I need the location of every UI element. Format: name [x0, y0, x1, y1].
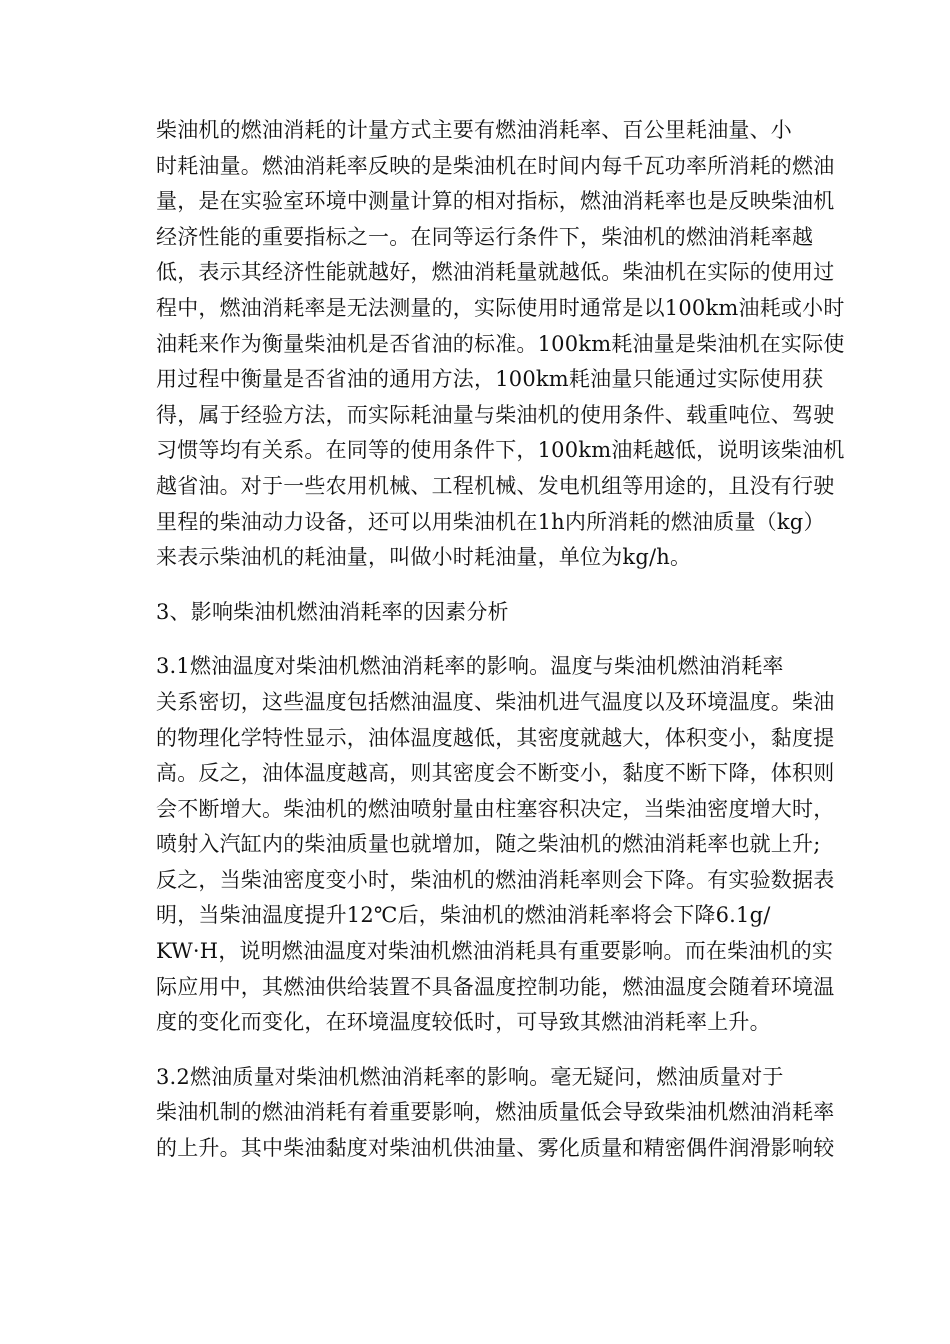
- text-line: 明，当柴油温度提升12℃后，柴油机的燃油消耗率将会下降6.1g/: [156, 903, 771, 928]
- text-line: 度的变化而变化，在环境温度较低时，可导致其燃油消耗率上升。: [156, 1010, 771, 1035]
- text-line: 反之，当柴油密度变小时，柴油机的燃油消耗率则会下降。有实验数据表: [156, 867, 835, 892]
- text-line: 经济性能的重要指标之一。在同等运行条件下，柴油机的燃油消耗率越: [156, 224, 814, 249]
- text-line: 低，表示其经济性能就越好，燃油消耗量就越低。柴油机在实际的使用过: [156, 260, 835, 285]
- paragraph-fuel-consumption-measurement: [114, 113, 845, 576]
- text-line: 喷射入汽缸内的柴油质量也就增加，随之柴油机的燃油消耗率也就上升;: [156, 832, 821, 857]
- text-line: 越省油。对于一些农用机械、工程机械、发电机组等用途的，且没有行驶: [156, 473, 835, 498]
- text-line: 会不断增大。柴油机的燃油喷射量由柱塞容积决定，当柴油密度增大时，: [156, 796, 835, 821]
- text-line: 习惯等均有关系。在同等的使用条件下，100km油耗越低，说明该柴油机: [156, 438, 845, 463]
- text-line: KW·H，说明燃油温度对柴油机燃油消耗具有重要影响。而在柴油机的实: [156, 939, 834, 964]
- paragraph-spacing: [114, 1041, 834, 1060]
- text-line: 的物理化学特性显示，油体温度越低，其密度就越大，体积变小，黏度提: [156, 725, 835, 750]
- text-line: 柴油机制的燃油消耗有着重要影响，燃油质量低会导致柴油机燃油消耗率: [156, 1100, 835, 1125]
- document-body: [114, 113, 845, 1167]
- text-line: 油耗来作为衡量柴油机是否省油的标准。100km耗油量是柴油机在实际使: [156, 331, 845, 356]
- text-line: 程中，燃油消耗率是无法测量的，实际使用时通常是以100km油耗或小时: [156, 295, 845, 320]
- text-line: 用过程中衡量是否省油的通用方法，100km耗油量只能通过实际使用获: [156, 367, 824, 392]
- section-heading-text: 3、影响柴油机燃油消耗率的因素分析: [156, 599, 509, 624]
- section-heading: [114, 595, 834, 631]
- text-line: 量，是在实验室环境中测量计算的相对指标，燃油消耗率也是反映柴油机: [156, 189, 835, 214]
- paragraph-section-3-1: [114, 649, 834, 1041]
- text-line: 关系密切，这些温度包括燃油温度、柴油机进气温度以及环境温度。柴油: [156, 689, 835, 714]
- text-line: 得，属于经验方法，而实际耗油量与柴油机的使用条件、载重吨位、驾驶: [156, 402, 835, 427]
- text-line: 的上升。其中柴油黏度对柴油机供油量、雾化质量和精密偶件润滑影响较: [156, 1136, 835, 1161]
- text-line: 来表示柴油机的耗油量，叫做小时耗油量，单位为kg/h。: [156, 545, 692, 570]
- text-line: 际应用中，其燃油供给装置不具备温度控制功能，燃油温度会随着环境温: [156, 974, 835, 999]
- text-line: 3.2燃油质量对柴油机燃油消耗率的影响。毫无疑问，燃油质量对于: [156, 1064, 784, 1089]
- paragraph-spacing: [114, 630, 834, 649]
- text-line: 3.1燃油温度对柴油机燃油消耗率的影响。温度与柴油机燃油消耗率: [156, 654, 784, 679]
- text-line: 柴油机的燃油消耗的计量方式主要有燃油消耗率、百公里耗油量、小: [156, 118, 792, 142]
- text-line: 高。反之，油体温度越高，则其密度会不断变小，黏度不断下降，体积则: [156, 761, 835, 786]
- text-line: 时耗油量。燃油消耗率反映的是柴油机在时间内每千瓦功率所消耗的燃油: [156, 153, 835, 178]
- text-line: 里程的柴油动力设备，还可以用柴油机在1h内所消耗的燃油质量（kg）: [156, 509, 825, 534]
- paragraph-section-3-2: [114, 1060, 834, 1167]
- paragraph-spacing: [114, 576, 834, 595]
